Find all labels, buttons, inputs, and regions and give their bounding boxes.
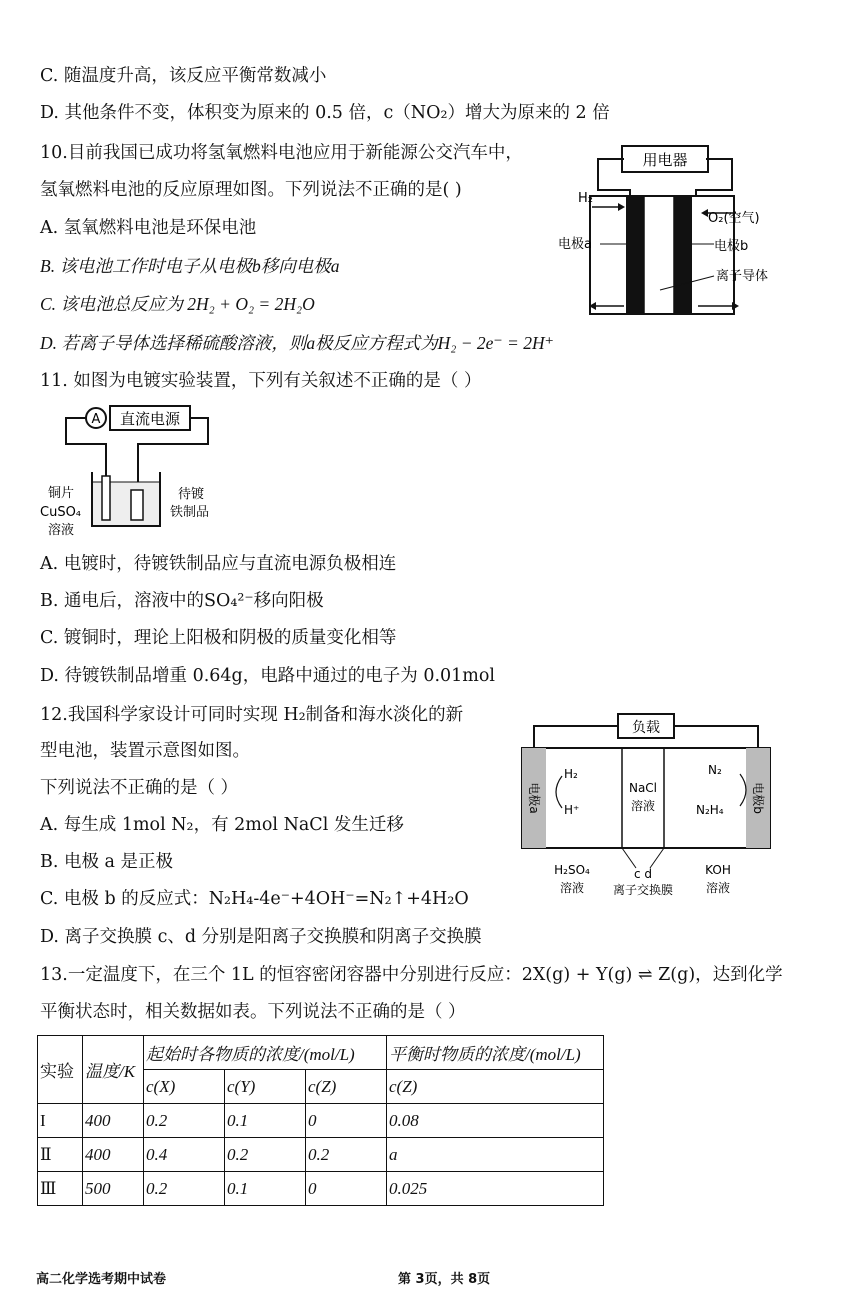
ammeter-label: A (91, 412, 101, 427)
cell-cx: 0.2 (144, 1172, 225, 1206)
q12-option-d: D. 离子交换膜 c、d 分别是阳离子交换膜和阴离子交换膜 (40, 927, 482, 947)
footer-page-number: 第 3页，共 8页 (398, 1272, 491, 1287)
table-header-row (38, 1036, 604, 1070)
electroplating-diagram (36, 402, 236, 542)
cell-experiment: Ⅲ (38, 1172, 83, 1206)
n2h4-label: N₂H₄ (696, 803, 724, 817)
cell-cz: 0 (306, 1104, 387, 1138)
ion-conductor-label: 离子导体 (716, 269, 769, 284)
item-label-1: 待镀 (178, 487, 205, 502)
n2-label: N₂ (708, 763, 722, 777)
electrode-a-label: 电极a (527, 782, 541, 814)
cell-cy: 0.1 (225, 1104, 306, 1138)
desalination-cell-diagram (518, 708, 778, 904)
q9-option-d: D. 其他条件不变，体积变为原来的 0.5 倍，c（NO₂）增大为原来的 2 倍 (40, 103, 610, 123)
q13-stem-line1: 13.一定温度下，在三个 1L 的恒容密闭容器中分别进行反应：2X(g) + Y(g) ⇌ Z(g)，达到化学 (40, 965, 783, 985)
q11-option-b: B. 通电后，溶液中的SO₄²⁻移向阳极 (40, 591, 324, 611)
h2-label: H₂ (578, 191, 593, 206)
power-label: 直流电源 (119, 410, 181, 428)
h2-label: H₂ (564, 767, 578, 781)
cell-eq-cz: a (387, 1138, 604, 1172)
equilibrium-table (37, 1035, 604, 1206)
q10-option-a: A. 氢氧燃料电池是环保电池 (40, 218, 257, 238)
q12-stem-line3: 下列说法不正确的是（ ） (40, 778, 239, 798)
load-label: 负载 (632, 720, 660, 736)
table-row (38, 1104, 604, 1138)
cd-label: c d (633, 867, 653, 881)
header-experiment: 实验 (38, 1036, 83, 1104)
copper-label: 铜片 (48, 486, 75, 501)
q12-stem-line2: 型电池，装置示意图如图。 (40, 741, 250, 761)
q10-stem-line1: 10.目前我国已成功将氢氧燃料电池应用于新能源公交汽车中， (40, 143, 523, 163)
cell-temperature: 500 (83, 1172, 144, 1206)
cuso4-label: CuSO₄ (40, 505, 82, 520)
electrode-b (674, 196, 692, 314)
q12-option-b: B. 电极 a 是正极 (40, 852, 174, 872)
item-label-2: 铁制品 (170, 505, 210, 520)
header-equilibrium: 平衡时物质的浓度/(mol/L) (387, 1036, 604, 1070)
q10-option-b: B. 该电池工作时电子从电极b移向电极a (40, 256, 340, 276)
electrode-b-label: 电极b (714, 239, 749, 254)
q10-stem-line2: 氢氧燃料电池的反应原理如图。下列说法不正确的是( ) (40, 180, 462, 200)
electrode-a (626, 196, 644, 314)
subheader-cx: c(X) (144, 1070, 225, 1104)
q9-option-c: C. 随温度升高，该反应平衡常数减小 (40, 66, 327, 86)
cell-cz: 0 (306, 1172, 387, 1206)
q13-stem-line2: 平衡状态时，相关数据如表。下列说法不正确的是（ ） (40, 1002, 466, 1022)
cell-cy: 0.2 (225, 1138, 306, 1172)
koh-label: KOH (705, 863, 731, 877)
cell-eq-cz: 0.08 (387, 1104, 604, 1138)
membrane-label: 离子交换膜 (612, 883, 674, 897)
cell-box (522, 748, 770, 848)
cell-cx: 0.2 (144, 1104, 225, 1138)
hplus-label: H⁺ (564, 803, 580, 817)
cell-eq-cz: 0.025 (387, 1172, 604, 1206)
cell-cx: 0.4 (144, 1138, 225, 1172)
q10-option-d: D. 若离子导体选择稀硫酸溶液，则a极反应方程式为H₂ − 2e⁻ = 2H⁺ (40, 333, 554, 353)
header-temperature: 温度/K (83, 1036, 144, 1104)
q11-option-a: A. 电镀时，待镀铁制品应与直流电源负极相连 (40, 554, 397, 574)
fuel-cell-diagram (556, 140, 806, 326)
solution-label: 溶液 (48, 523, 75, 538)
electrode-b-label: 电极b (751, 782, 765, 814)
subheader-cy: c(Y) (225, 1070, 306, 1104)
q12-option-c: C. 电极 b 的反应式：N₂H₄-4e⁻+4OH⁻=N₂↑+4H₂O (40, 889, 469, 909)
h2so4-solution-label: 溶液 (559, 881, 585, 895)
footer-title: 高二化学选考期中试卷 (36, 1272, 167, 1287)
iron-item (131, 490, 143, 520)
table-row (38, 1172, 604, 1206)
q11-stem: 11. 如图为电镀实验装置，下列有关叙述不正确的是（ ） (40, 371, 482, 391)
o2-label: O₂(空气) (708, 211, 760, 226)
q11-option-d: D. 待镀铁制品增重 0.64g，电路中通过的电子为 0.01mol (40, 666, 496, 686)
electrode-a-label: 电极a (558, 237, 592, 252)
cell-experiment: Ⅱ (38, 1138, 83, 1172)
cell-experiment: I (38, 1104, 83, 1138)
subheader-eq-cz: c(Z) (387, 1070, 604, 1104)
nacl-label: NaCl (628, 781, 658, 795)
copper-plate (102, 476, 110, 520)
cell-temperature: 400 (83, 1104, 144, 1138)
q12-option-a: A. 每生成 1mol N₂，有 2mol NaCl 发生迁移 (40, 815, 404, 835)
koh-solution-label: 溶液 (705, 881, 731, 895)
cell-temperature: 400 (83, 1138, 144, 1172)
q11-option-c: C. 镀铜时，理论上阳极和阴极的质量变化相等 (40, 628, 397, 648)
device-label: 用电器 (642, 151, 688, 169)
table-row (38, 1138, 604, 1172)
q10-option-c: C. 该电池总反应为 2H₂ + O₂ = 2H₂O (40, 294, 315, 314)
subheader-cz: c(Z) (306, 1070, 387, 1104)
cell-cy: 0.1 (225, 1172, 306, 1206)
nacl-solution-label: 溶液 (630, 799, 656, 813)
cell-cz: 0.2 (306, 1138, 387, 1172)
header-initial: 起始时各物质的浓度/(mol/L) (144, 1036, 387, 1070)
q12-stem-line1: 12.我国科学家设计可同时实现 H₂制备和海水淡化的新 (40, 705, 464, 725)
h2so4-label: H₂SO₄ (554, 863, 590, 877)
